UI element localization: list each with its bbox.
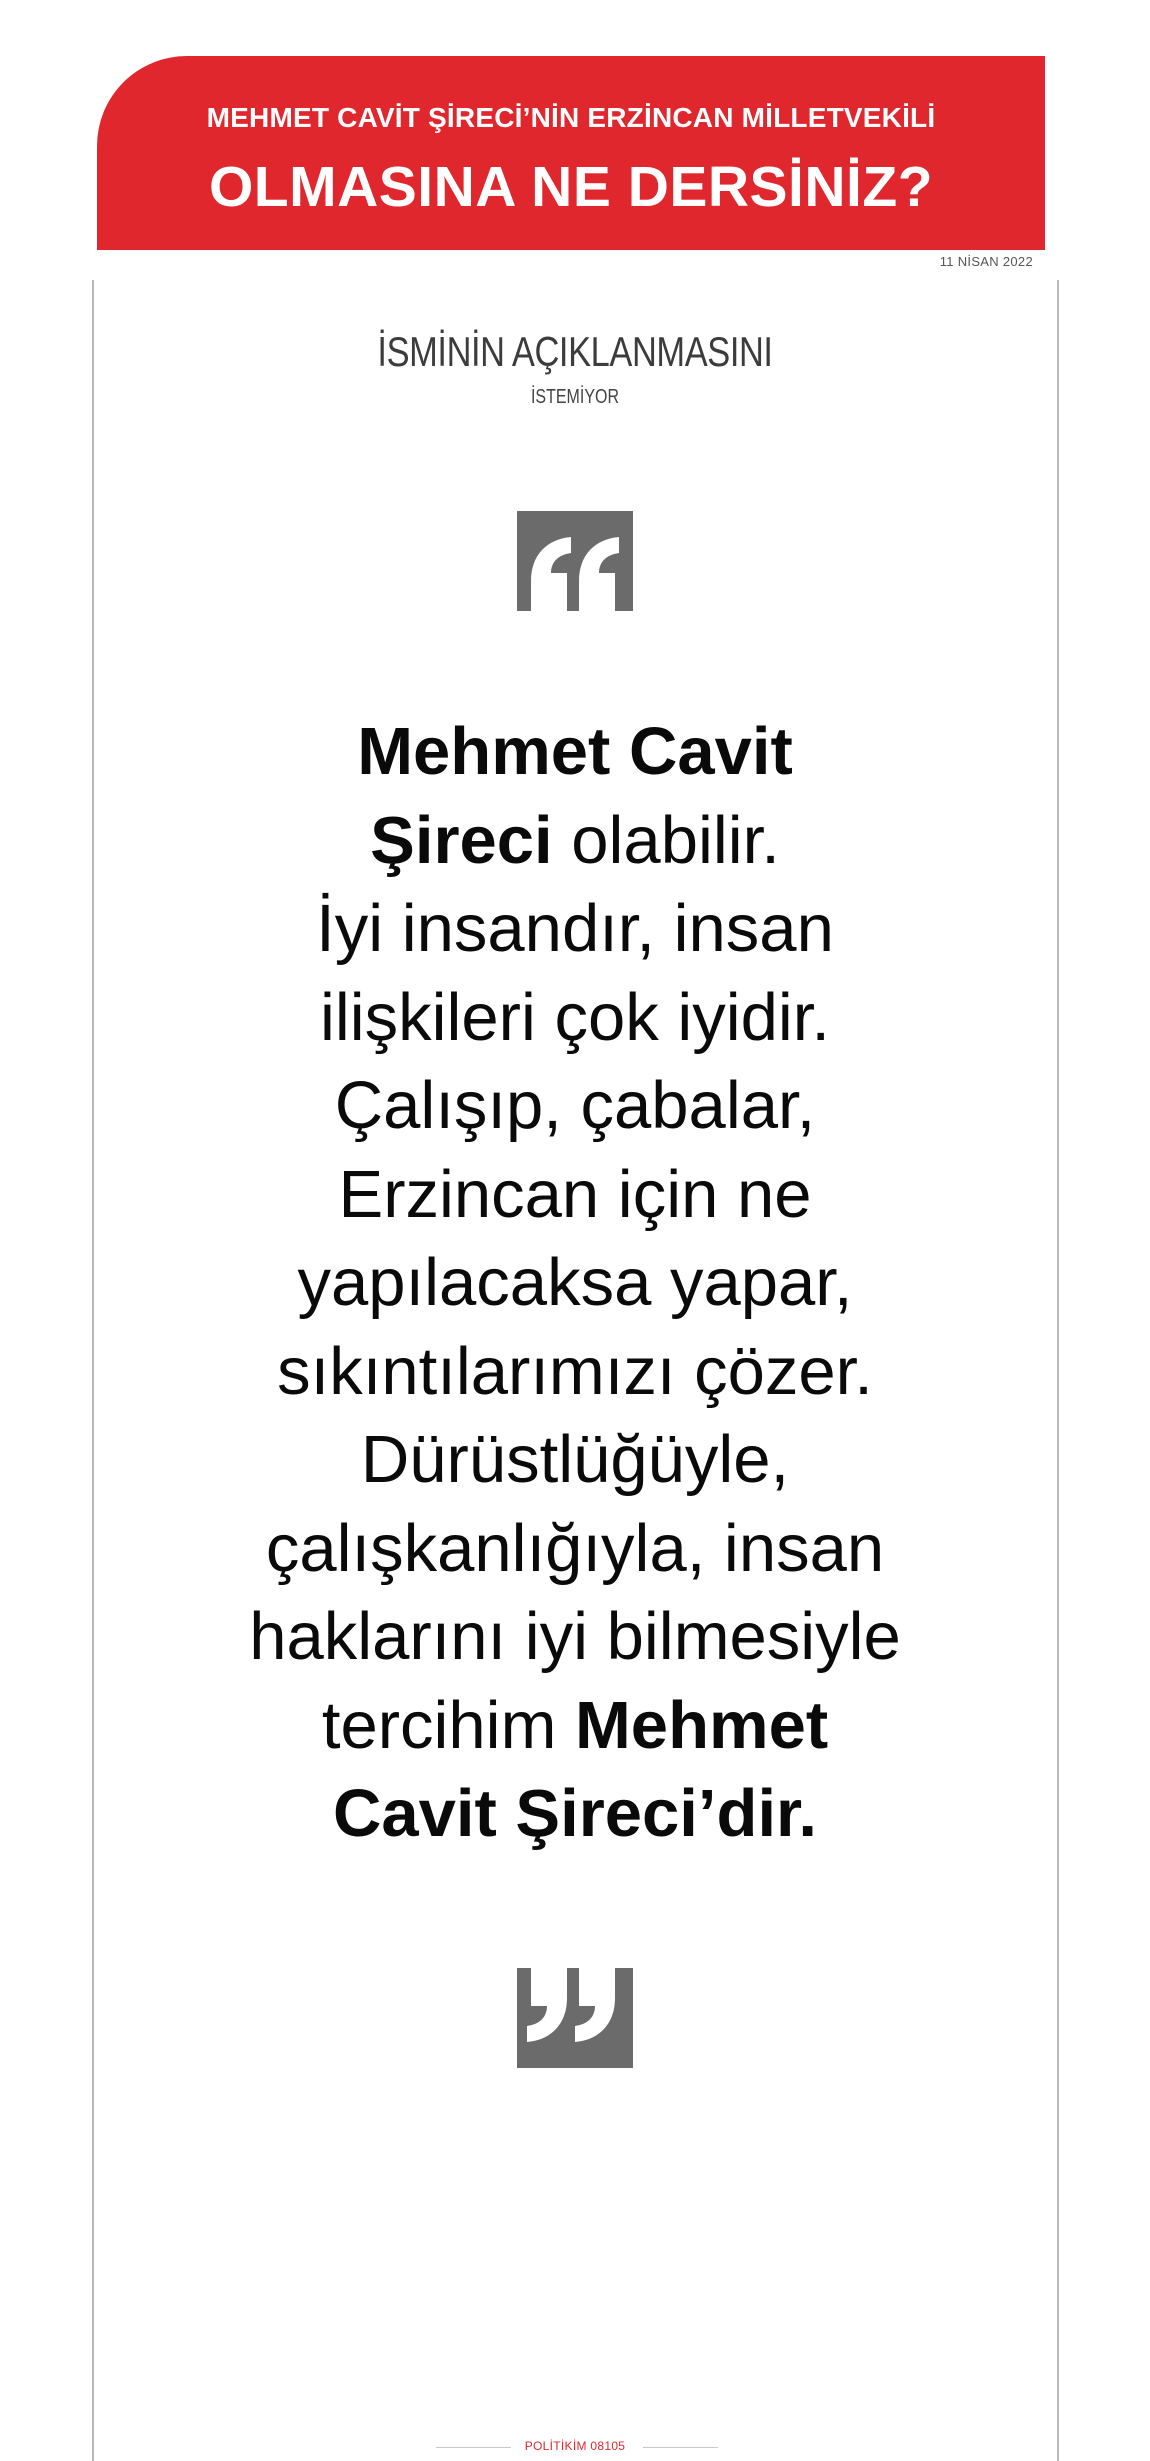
quote-text: İyi insandır, insan <box>316 891 834 966</box>
quote-text: tercihim <box>321 1687 575 1763</box>
quote-line <box>160 1328 990 1417</box>
quote-line <box>160 1505 990 1594</box>
quote-text: Dürüstlüğüyle, <box>360 1422 790 1497</box>
frame-right-rule <box>1057 280 1059 2461</box>
quote-line <box>160 1770 990 1859</box>
quote-line <box>160 797 990 886</box>
footer-rule-right <box>643 2447 718 2448</box>
quote-text: yapılacaksa yapar, <box>297 1245 853 1320</box>
quote-text: çalışkanlığıyla, insan <box>265 1510 885 1586</box>
quote-line <box>160 885 990 974</box>
quote-line <box>160 1239 990 1328</box>
quote-text: olabilir. <box>552 802 780 878</box>
page-footer: POLİTİKİM 08105 <box>524 2439 626 2453</box>
quote-text: Erzincan için ne <box>338 1156 812 1232</box>
quote-bold-text: Şireci <box>370 802 553 878</box>
header-banner <box>97 56 1045 250</box>
quote-text: haklarını iyi bilmesiyle <box>249 1599 901 1674</box>
quote-text: ilişkileri çok iyidir. <box>319 979 831 1055</box>
quote-bold-text: Mehmet Cavit <box>357 714 793 789</box>
respondent-name: İSMİNİN AÇIKLANMASINI <box>377 328 773 375</box>
closing-quote-icon <box>517 1968 633 2068</box>
quote-line <box>160 1062 990 1151</box>
quote-bold-text: Cavit Şireci’dir. <box>332 1776 818 1851</box>
publication-date: 11 NİSAN 2022 <box>939 254 1033 269</box>
quote-body <box>160 708 990 1859</box>
quote-text: sıkıntılarımızı çözer. <box>277 1333 873 1409</box>
respondent-subtitle: İSTEMİYOR <box>530 386 619 408</box>
frame-left-rule <box>92 280 94 2461</box>
quote-line <box>160 1151 990 1240</box>
quote-line <box>160 1416 990 1505</box>
quote-line <box>160 708 990 797</box>
opening-quote-icon <box>517 511 633 611</box>
header-kicker: MEHMET CAVİT ŞİRECİ’NİN ERZİNCAN MİLLETVEKİLİ <box>206 102 936 133</box>
quote-line <box>160 1682 990 1771</box>
quote-line <box>160 974 990 1063</box>
quote-bold-text: Mehmet <box>575 1687 829 1763</box>
header-headline: OLMASINA NE DERSİNİZ? <box>208 155 934 219</box>
quote-text: Çalışıp, çabalar, <box>334 1068 816 1143</box>
quote-line <box>160 1593 990 1682</box>
